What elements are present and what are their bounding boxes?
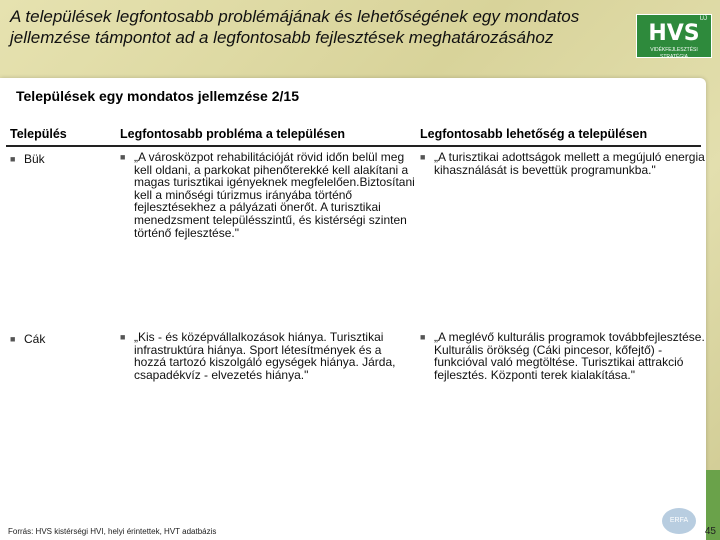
town-cell: ■ Bük xyxy=(10,152,45,166)
opportunity-cell: ■ „A turisztikai adottságok mellett a megújuló energia kihasználását is bevettük programunkba." xyxy=(420,150,705,177)
opportunity-cell: ■ „A meglévő kulturális programok továbbfejlesztése. Kulturális örökség (Cáki pincesor, kőfejtő) - funkcióval való megtöltése. Turisztikai attrakció fejlesztés. Központi terek kialakítása." xyxy=(420,330,705,382)
logo-subtext: VIDÉKFEJLESZTÉSI STRATÉGIA xyxy=(650,47,698,60)
column-header-problem: Legfontosabb probléma a településen xyxy=(120,127,346,141)
slide-title: A települések legfontosabb problémájának és lehetőségének egy mondatos jellemzése támpontot ad a legfontosabb fejlesztések meghatározásához xyxy=(10,7,580,47)
problem-cell: ■ „Kis - és középvállalkozások hiánya. Turisztikai infrastruktúra hiánya. Sport létesítmények és a hozzá tartozó kiszolgáló egységek hiánya. Járda, csapadékvíz - elvezetés hiánya." xyxy=(120,330,396,382)
header-divider xyxy=(6,145,701,147)
bullet-icon: ■ xyxy=(120,152,126,162)
bullet-icon: ■ xyxy=(10,154,16,164)
column-header-opportunity: Legfontosabb lehetőség a településen xyxy=(420,127,648,141)
bullet-icon: ■ xyxy=(420,152,426,162)
section-subtitle: Települések egy mondatos jellemzése 2/15 xyxy=(16,88,299,104)
source-note: Forrás: HVS kistérségi HVI, helyi érintettek, HVT adatbázis xyxy=(8,527,217,536)
column-header-town: Település xyxy=(10,127,67,141)
town-cell: ■ Cák xyxy=(10,332,46,346)
hvs-logo xyxy=(636,14,712,58)
bullet-icon: ■ xyxy=(10,334,16,344)
problem-cell: ■ „A városközpot rehabilitációját rövid időn belül meg kell oldani, a parkokat pihenőterekké kell alakítani a magas turisztikai igényeknek megfelelően.Biztosítani kell a minőségi túrizmus irányába történő fejlesztésekhez a pályázati önerőt. A turisztikai menedzsment településszintű, és kistérségi szinten történő fejlesztése." xyxy=(120,150,415,240)
content-panel xyxy=(0,78,706,540)
logo-text: HVS xyxy=(648,21,700,46)
logo-badge: ÚJ xyxy=(699,16,707,22)
bullet-icon: ■ xyxy=(420,332,426,342)
page-number: 45 xyxy=(704,526,716,537)
bullet-icon: ■ xyxy=(120,332,126,342)
erfa-logo: ERFA xyxy=(662,508,696,534)
